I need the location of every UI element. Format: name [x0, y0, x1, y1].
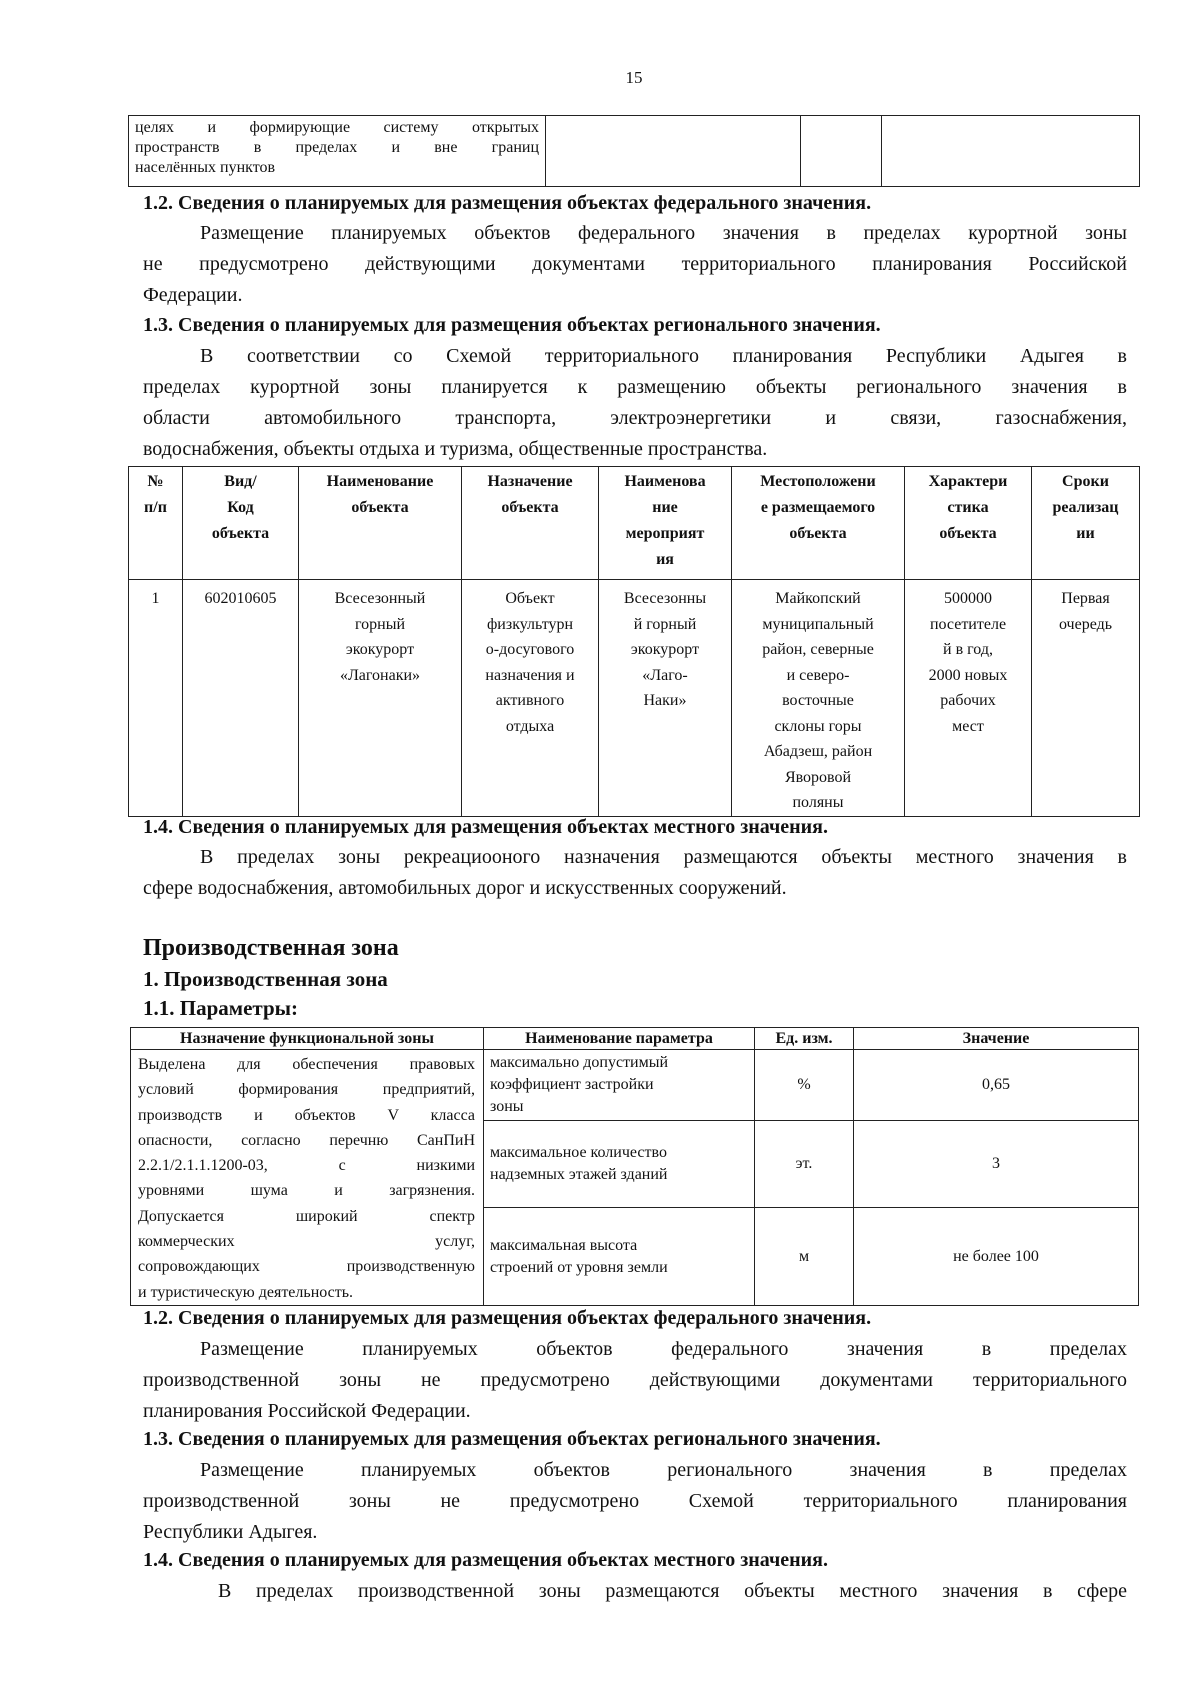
text-line: планирования Российской Федерации. [143, 1400, 471, 1422]
page-number: 15 [625, 68, 643, 87]
header-cell: Ед. изм. [755, 1028, 854, 1050]
header-cell: Наименование объекта [299, 467, 462, 580]
table-cell: Объект физкультурн о-досугового назначения и активного отдыха [462, 580, 599, 817]
header-cell: № п/п [129, 467, 183, 580]
header-cell: Наименование параметра [484, 1028, 755, 1050]
industrial-local-heading: 1.4. Сведения о планируемых для размещения объектах местного значения. [143, 1549, 828, 1571]
industrial-regional-heading: 1.3. Сведения о планируемых для размещения объектах регионального значения. [143, 1428, 881, 1450]
header-cell: Назначение объекта [462, 467, 599, 580]
parameters-table [130, 1027, 1139, 1306]
table-cell: Первая очередь [1032, 580, 1140, 817]
resort-federal-heading: 1.2. Сведения о планируемых для размещения объектах федерального значения. [143, 192, 872, 214]
text-line: сопровождающих производственную [138, 1258, 475, 1276]
industrial-regional-text [143, 1455, 1127, 1548]
industrial-local-text [143, 1576, 1127, 1607]
table-cell: 500000 посетителе й в год, 2000 новых рабочих мест [905, 580, 1032, 817]
text-line: пределах курортной зоны планируется к размещению объекты регионального значения в [143, 376, 1127, 398]
table-row [131, 1050, 1139, 1121]
header-cell: Наименова ние мероприят ия [599, 467, 732, 580]
text-line: и туристическую деятельность. [138, 1283, 354, 1301]
text-line: В пределах производственной зоны размещаются объекты местного значения в сфере [218, 1580, 1127, 1602]
text-line: Республики Адыгея. [143, 1521, 318, 1543]
continuation-line: целях и формирующие систему открытых [135, 119, 539, 136]
text-line: Допускается широкий спектр [138, 1207, 475, 1225]
param-unit-cell: м [755, 1208, 854, 1306]
param-name-cell: максимальное количество надземных этажей зданий [484, 1121, 755, 1208]
param-unit-cell: эт. [755, 1121, 854, 1208]
param-value-cell: не более 100 [854, 1208, 1139, 1306]
text-line: водоснабжения, объекты отдыха и туризма, общественные пространства. [143, 438, 768, 460]
text-line: Федерации. [143, 284, 243, 306]
text-line: не предусмотрено действующими документами территориального планирования Российской [143, 253, 1127, 275]
text-line: В пределах зоны рекреациоoного назначения размещаются объекты местного значения в [200, 846, 1127, 868]
industrial-federal-heading: 1.2. Сведения о планируемых для размещения объектах федерального значения. [143, 1307, 872, 1329]
text-line: 2.2.1/2.1.1.1200-03, с низкими [138, 1157, 475, 1175]
text-line: уровнями шума и загрязнения. [138, 1182, 475, 1200]
header-cell: Сроки реализац ии [1032, 467, 1140, 580]
text-line: области автомобильного транспорта, электроэнергетики и связи, газоснабжения, [143, 407, 1127, 429]
header-cell: Вид/ Код объекта [183, 467, 299, 580]
regional-objects-table [128, 466, 1140, 817]
param-name-cell: максимальная высота строений от уровня земли [484, 1208, 755, 1306]
text-line: Размещение планируемых объектов федерального значения в пределах курортной зоны [200, 222, 1127, 244]
continuation-line: населённых пунктов [135, 159, 276, 176]
continuation-line: пространств в пределах и вне границ [135, 139, 539, 156]
header-cell: Назначение функциональной зоны [131, 1028, 484, 1050]
table-header-row [129, 467, 1140, 580]
table-cell: Всесезонны й горный экокурорт «Лаго- Наки» [599, 580, 732, 817]
text-line: производственной зоны не предусмотрено действующими документами территориального [143, 1369, 1127, 1391]
industrial-params-heading: 1.1. Параметры: [143, 996, 299, 1020]
text-line: производственной зоны не предусмотрено Схемой территориального планирования [143, 1490, 1127, 1512]
table-cell: Майкопский муниципальный район, северные и северо- восточные склоны горы Абадзеш, район Яворовой поляны [732, 580, 905, 817]
table-cell: Всесезонный горный экокурорт «Лагонаки» [299, 580, 462, 817]
text-line: производств и объектов V класса [138, 1106, 475, 1124]
text-line: Выделена для обеспечения правовых [138, 1056, 475, 1073]
continuation-table [128, 115, 1140, 187]
zone-purpose-cell [131, 1050, 484, 1306]
industrial-zone-title: Производственная зона [143, 935, 399, 961]
continuation-empty-cell [801, 116, 882, 187]
param-value-cell: 0,65 [854, 1050, 1139, 1121]
resort-regional-heading: 1.3. Сведения о планируемых для размещения объектах регионального значения. [143, 314, 881, 336]
table-cell: 602010605 [183, 580, 299, 817]
text-line: условий формирования предприятий, [138, 1081, 475, 1099]
resort-regional-text [143, 341, 1127, 465]
text-line: Размещение планируемых объектов федерального значения в пределах [200, 1338, 1127, 1360]
header-cell: Местоположени е размещаемого объекта [732, 467, 905, 580]
param-name-cell: максимально допустимый коэффициент застройки зоны [484, 1050, 755, 1121]
continuation-empty-cell [546, 116, 801, 187]
table-row [129, 580, 1140, 817]
resort-local-text [143, 842, 1127, 904]
continuation-cell [129, 116, 546, 187]
table-header-row [131, 1028, 1139, 1050]
industrial-federal-text [143, 1334, 1127, 1427]
text-line: коммерческих услуг, [138, 1233, 475, 1251]
industrial-section-heading: 1. Производственная зона [143, 967, 388, 991]
text-line: опасности, согласно перечню СанПиН [138, 1131, 475, 1149]
header-cell: Характери стика объекта [905, 467, 1032, 580]
text-line: сфере водоснабжения, автомобильных дорог и искусственных сооружений. [143, 877, 787, 899]
text-line: Размещение планируемых объектов регионального значения в пределах [200, 1459, 1127, 1481]
table-cell: 1 [129, 580, 183, 817]
param-value-cell: 3 [854, 1121, 1139, 1208]
param-unit-cell: % [755, 1050, 854, 1121]
header-cell: Значение [854, 1028, 1139, 1050]
resort-federal-text [143, 218, 1127, 311]
continuation-empty-cell [882, 116, 1140, 187]
text-line: В соответствии со Схемой территориального планирования Республики Адыгея в [200, 345, 1127, 367]
resort-local-heading: 1.4. Сведения о планируемых для размещения объектах местного значения. [143, 816, 828, 838]
